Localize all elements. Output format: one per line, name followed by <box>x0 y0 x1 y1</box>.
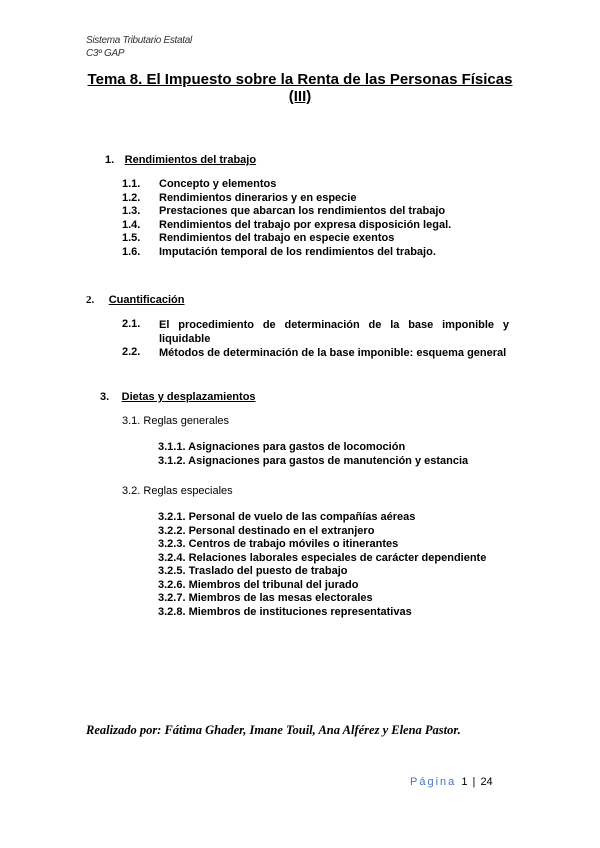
list-item: 1.4. Rendimientos del trabajo por expresa disposición legal. <box>122 218 452 231</box>
page-total: 24 <box>480 776 493 788</box>
authors-credit: Realizado por: Fátima Ghader, Imane Touil, Ana Alférez y Elena Pastor. <box>86 723 461 737</box>
header-subject: Sistema Tributario Estatal <box>86 35 192 46</box>
section-number: 3. <box>100 391 110 403</box>
section-number: 1. <box>105 154 115 166</box>
subsection-list <box>158 441 468 468</box>
list-item: 3.2.2. Personal destinado en el extranjero <box>158 524 375 537</box>
list-item: 3.2.1. Personal de vuelo de las compañías aéreas <box>158 511 416 523</box>
list-item: 3.1.2. Asignaciones para gastos de manutención y estancia <box>158 454 469 467</box>
section-title: Dietas y desplazamientos <box>121 391 256 403</box>
header-course: C3º GAP <box>86 48 125 59</box>
page-number <box>410 776 493 788</box>
subsection-list <box>158 511 486 619</box>
list-item: 3.2.7. Miembros de las mesas electorales <box>158 592 373 604</box>
list-item: 3.2.6. Miembros del tribunal del jurado <box>158 578 359 591</box>
list-item: 3.2.8. Miembros de instituciones representativas <box>158 605 412 618</box>
section-title: Cuantificación <box>108 294 185 306</box>
section-title: Rendimientos del trabajo <box>124 154 257 166</box>
page-current: 1 <box>461 776 468 788</box>
subsection-title: 3.2. Reglas especiales <box>122 485 233 497</box>
section-1-heading <box>105 150 256 168</box>
section-2-heading <box>86 290 185 308</box>
subsection-title: 3.1. Reglas generales <box>122 415 230 427</box>
page-label: Página <box>410 776 457 788</box>
list-item: 3.1.1. Asignaciones para gastos de locomoción <box>158 441 406 453</box>
section-3-heading <box>100 387 256 405</box>
list-item: 3.2.5. Traslado del puesto de trabajo <box>158 565 348 577</box>
list-item: 1.6. Imputación temporal de los rendimientos del trabajo. <box>122 245 436 258</box>
list-item: 1.2. Rendimientos dinerarios y en especie <box>122 191 357 204</box>
list-item: 1.3. Prestaciones que abarcan los rendimientos del trabajo <box>122 205 446 217</box>
section-number: 2. <box>86 294 95 306</box>
list-item: 1.1. Concepto y elementos <box>122 178 277 190</box>
list-item: 3.2.4. Relaciones laborales especiales de carácter dependiente <box>158 551 487 564</box>
list-item: 1.5. Rendimientos del trabajo en especie exentos <box>122 232 395 244</box>
list-item: 3.2.3. Centros de trabajo móviles o itinerantes <box>158 538 399 550</box>
page-title: Tema 8. El Impuesto sobre la Renta de las Personas Físicas (III) <box>87 71 513 105</box>
section-1-list <box>122 178 451 259</box>
page-separator: | <box>472 776 476 788</box>
